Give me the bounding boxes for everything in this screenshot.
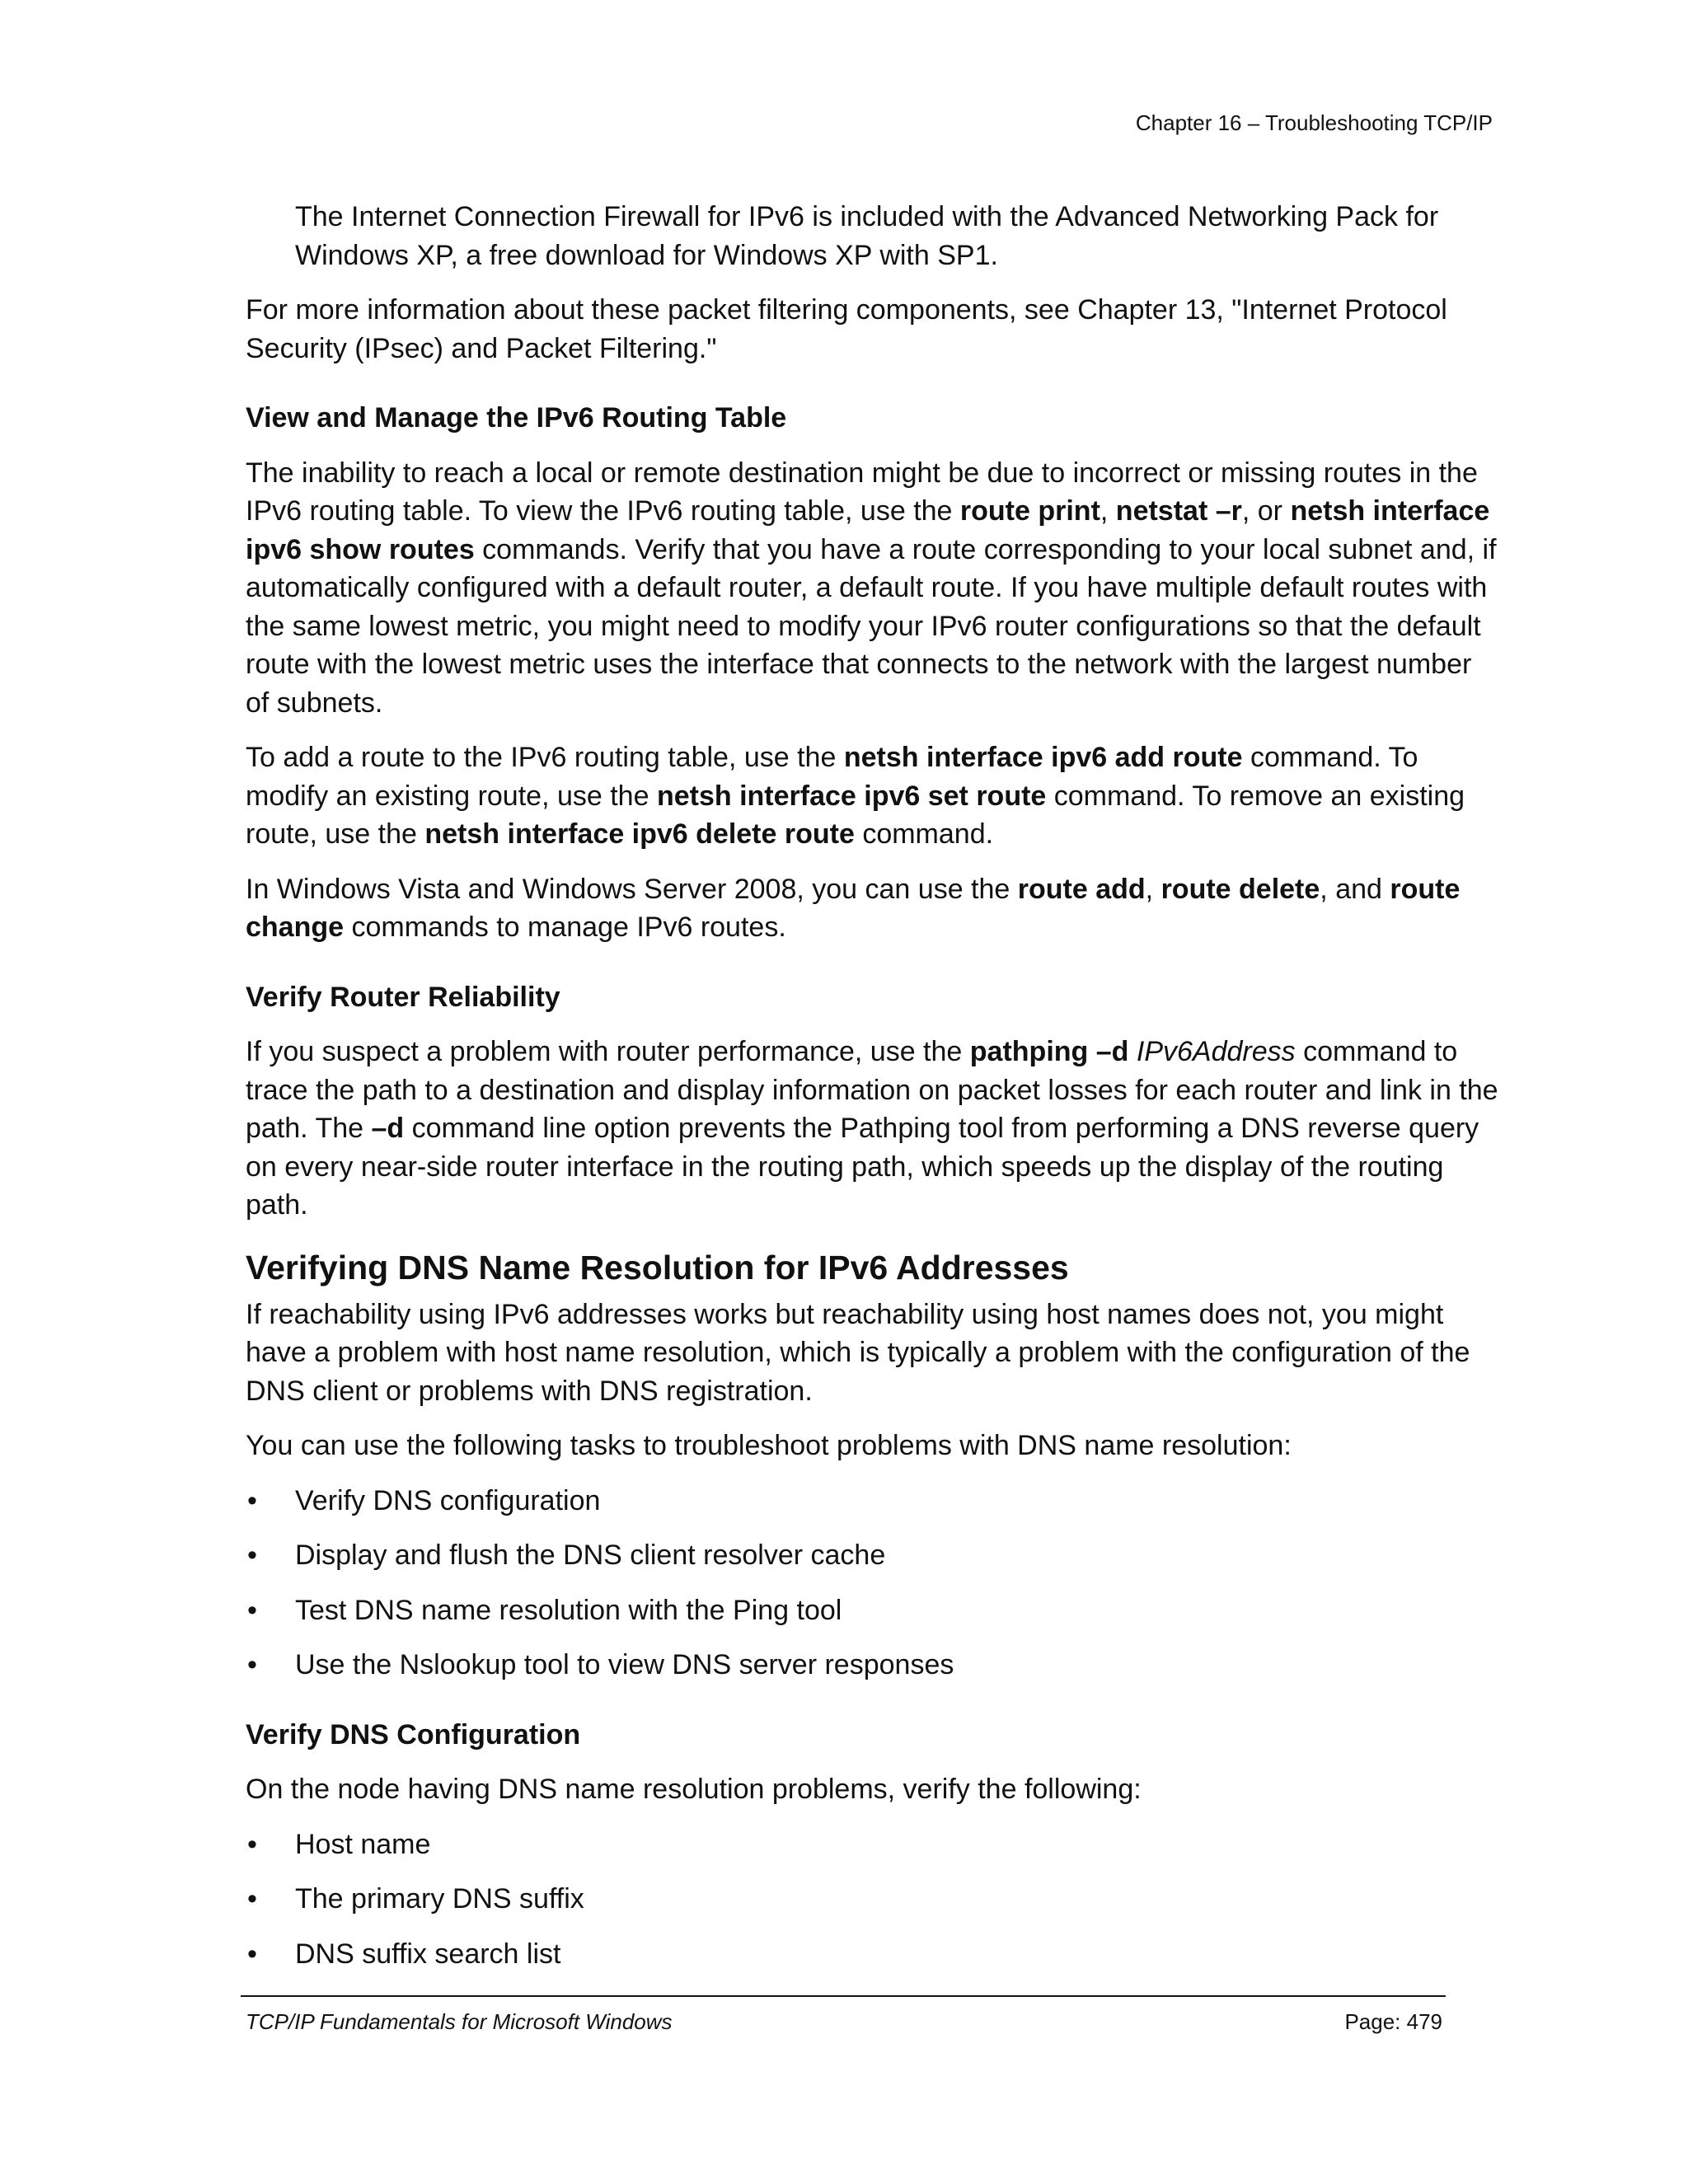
text-run: , [1100, 495, 1116, 527]
paragraph-dns-intro: If reachability using IPv6 addresses works but reachability using host names does not, you might have a problem with host name resolution, which is typically a problem with the configuration of the DNS client or problems with DNS registration. [246, 1298, 1470, 1407]
list-item [246, 1825, 1498, 1864]
text-run: command line option prevents the Pathping tool from performing a DNS reverse query on every near-side router interface in the routing path, which speeds up the display of the routing path. [246, 1113, 1479, 1221]
command-netsh-add-route: netsh interface ipv6 add route [843, 742, 1243, 773]
list-item-text: Host name [295, 1828, 431, 1860]
bullet-icon: • [247, 1594, 257, 1626]
text-run: , and [1320, 873, 1390, 905]
text-run: , or [1241, 495, 1291, 527]
paragraph-add-route [246, 738, 1498, 854]
paragraph-firewall-note: The Internet Connection Firewall for IPv6 is included with the Advanced Networking Pack for Windows XP, a free download for Windows XP with SP1. [295, 201, 1439, 271]
text-run: , [1145, 873, 1161, 905]
list-item [246, 1591, 1498, 1630]
list-item-text: Display and flush the DNS client resolver cache [295, 1540, 886, 1571]
paragraph-vista-routes [246, 870, 1498, 947]
command-netstat-r: netstat –r [1115, 495, 1242, 527]
list-item-text: Test DNS name resolution with the Ping tool [295, 1594, 842, 1626]
list-item-text: DNS suffix search list [295, 1938, 561, 1970]
text-run: commands to manage IPv6 routes. [344, 912, 786, 943]
text-run: command. [854, 818, 994, 850]
text-run [1128, 1036, 1136, 1067]
option-d: –d [371, 1113, 405, 1144]
heading-dns-resolution: Verifying DNS Name Resolution for IPv6 Addresses [246, 1248, 1069, 1286]
command-pathping-d: pathping –d [969, 1036, 1129, 1067]
list-item [246, 1482, 1498, 1521]
footer-page-number: Page: 479 [1344, 2009, 1442, 2034]
paragraph-routing-table [246, 454, 1498, 723]
list-item [246, 1536, 1498, 1575]
command-route-add: route add [1017, 873, 1146, 905]
command-route-change: route change [246, 873, 1461, 943]
bullet-icon: • [247, 1883, 257, 1915]
text-run: In Windows Vista and Windows Server 2008, you can use the [246, 873, 1018, 905]
running-head: Chapter 16 – Troubleshooting TCP/IP [1135, 110, 1493, 135]
command-route-print: route print [959, 495, 1100, 527]
bullet-icon: • [247, 1649, 257, 1680]
paragraph-more-info: For more information about these packet filtering components, see Chapter 13, "Internet Protocol Security (IPsec) and Packet Filtering." [246, 294, 1447, 364]
footer-book-title: TCP/IP Fundamentals for Microsoft Windows [246, 2009, 673, 2034]
text-run: commands. Verify that you have a route corresponding to your local subnet and, if automatically configured with a default router, a default route. If you have multiple default routes with the same lowest metric, you might need to modify your IPv6 router configurations so that the default route with the lowest metric uses the interface that connects to the network with the largest number of subnets. [246, 533, 1497, 719]
list-item-text: The primary DNS suffix [295, 1883, 584, 1915]
command-route-delete: route delete [1160, 873, 1320, 905]
text-run: If you suspect a problem with router performance, use the [246, 1036, 970, 1067]
text-run: The inability to reach a local or remote destination might be due to incorrect or missing routes in the IPv6 routing table. To view the IPv6 routing table, use the [246, 457, 1478, 527]
text-run: To add a route to the IPv6 routing table, use the [246, 742, 844, 773]
command-netsh-delete-route: netsh interface ipv6 delete route [424, 818, 855, 850]
heading-dns-configuration: Verify DNS Configuration [246, 1718, 581, 1750]
heading-routing-table: View and Manage the IPv6 Routing Table [246, 402, 787, 434]
command-netsh-set-route: netsh interface ipv6 set route [656, 780, 1047, 812]
command-netsh-show-routes: netsh interface ipv6 show routes [246, 495, 1490, 565]
text-run: command to trace the path to a destination and display information on packet losses for each router and link in the path. The [246, 1036, 1498, 1144]
bullet-icon: • [247, 1540, 257, 1571]
paragraph-dns-tasks: You can use the following tasks to troubleshoot problems with DNS name resolution: [246, 1430, 1292, 1461]
heading-router-reliability: Verify Router Reliability [246, 981, 560, 1013]
text-run: command. To remove an existing route, use the [246, 780, 1465, 850]
list-item [246, 1880, 1498, 1919]
bullet-icon: • [247, 1938, 257, 1970]
placeholder-ipv6address: IPv6Address [1136, 1036, 1296, 1067]
list-item-text: Use the Nslookup tool to view DNS server responses [295, 1649, 954, 1680]
bullet-icon: • [247, 1828, 257, 1860]
list-item-text: Verify DNS configuration [295, 1484, 601, 1516]
list-item [246, 1935, 1498, 1974]
paragraph-verify-following: On the node having DNS name resolution problems, verify the following: [246, 1774, 1142, 1805]
list-dns-config [246, 1825, 1498, 1974]
page-body [246, 198, 1498, 1973]
bullet-icon: • [247, 1484, 257, 1516]
text-run: command. To modify an existing route, use the [246, 742, 1418, 812]
paragraph-pathping [246, 1033, 1498, 1225]
list-item [246, 1646, 1498, 1685]
list-dns-tasks [246, 1482, 1498, 1685]
footer-divider [241, 1995, 1446, 1997]
